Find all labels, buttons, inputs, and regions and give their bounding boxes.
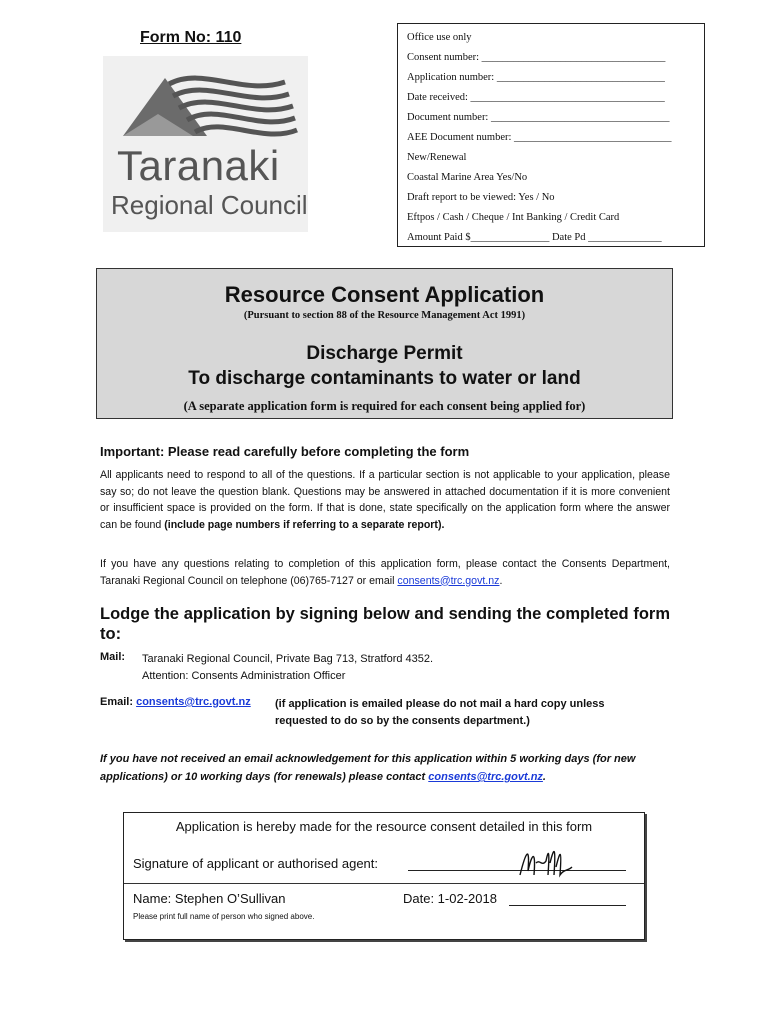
instructions-text: All applicants need to respond to all of the questions. If a particular section is not applicable to your application, please say so; do not leave the question blank. Questions may be answered in attached documentation if it is more convenient or insufficient space is provided on the form. If that is done, state specifically on the application form where the answer can be found <box>100 469 670 531</box>
contact-paragraph <box>100 556 670 589</box>
signature-label: Signature of applicant or authorised agent: <box>133 856 379 871</box>
mail-address-line: Taranaki Regional Council, Private Bag 713, Stratford 4352. <box>142 653 434 665</box>
pursuant-note: (Pursuant to section 88 of the Resource Management Act 1991) <box>243 310 526 321</box>
date-line[interactable] <box>509 905 626 906</box>
acknowledgement-note <box>100 750 675 786</box>
office-line: Amount Paid $_______________ Date Pd ______________ <box>407 232 662 243</box>
print-name-hint: Please print full name of person who signed above. <box>133 912 315 921</box>
office-line: New/Renewal <box>407 152 467 163</box>
acknowledgement-email-link[interactable]: consents@trc.govt.nz <box>428 771 543 783</box>
office-line: Office use only <box>407 32 472 43</box>
permit-purpose: To discharge contaminants to water or land <box>188 368 581 389</box>
contact-text: If you have any questions relating to completion of this application form, please contact the Consents Department, Taranaki Regional Council on telephone (06)765-7127 or email <box>100 558 670 587</box>
email-note: (if application is emailed please do not mail a hard copy unless requested to do so by the consents department.) <box>275 698 605 727</box>
email-link[interactable]: consents@trc.govt.nz <box>136 696 251 708</box>
handwritten-signature <box>516 841 576 883</box>
mail-address <box>142 651 433 685</box>
council-logo <box>103 56 308 232</box>
office-line: Eftpos / Cash / Cheque / Int Banking / Credit Card <box>407 212 620 223</box>
important-heading: Important: Please read carefully before completing the form <box>100 444 470 459</box>
signature-box-divider <box>124 883 644 884</box>
signature-date: Date: 1-02-2018 <box>403 891 497 906</box>
logo-subtitle: Regional Council <box>111 190 308 220</box>
office-line: Coastal Marine Area Yes/No <box>407 172 528 183</box>
separate-form-note: (A separate application form is required for each consent being applied for) <box>183 399 586 413</box>
contact-email-link[interactable]: consents@trc.govt.nz <box>397 574 500 587</box>
applicant-name: Name: Stephen O’Sullivan <box>133 891 286 906</box>
office-line: Date received: _____________________________________ <box>407 92 665 103</box>
email-row <box>100 696 251 708</box>
acknowledgement-end: . <box>542 771 546 783</box>
logo-mountain-icon <box>103 56 308 146</box>
office-line: Draft report to be viewed: Yes / No <box>407 192 555 203</box>
office-line: Consent number: ___________________________________ <box>407 52 666 63</box>
logo-name: Taranaki <box>117 142 280 189</box>
office-line: AEE Document number: ______________________________ <box>407 132 672 143</box>
email-label: Email: <box>100 696 134 708</box>
office-use-box <box>397 23 705 247</box>
instructions-bold-text: (include page numbers if referring to a separate report). <box>164 518 445 531</box>
mail-label: Mail: <box>100 651 126 663</box>
form-title: Resource Consent Application <box>224 282 545 307</box>
mail-attention-line: Attention: Consents Administration Officer <box>142 670 346 682</box>
contact-end: . <box>499 574 503 587</box>
form-number: Form No: 110 <box>140 29 242 46</box>
office-line: Document number: __________________________________ <box>407 112 670 123</box>
lodge-heading: Lodge the application by signing below and sending the completed form to: <box>100 605 670 643</box>
office-line: Application number: ________________________________ <box>407 72 665 83</box>
permit-type: Discharge Permit <box>306 343 463 364</box>
acknowledgement-text: If you have not received an email acknowledgement for this application within 5 working days (for new applications) or 10 working days (for renewals) please contact <box>100 753 636 783</box>
instructions-paragraph <box>100 467 670 533</box>
title-box <box>96 268 673 419</box>
signature-box <box>123 812 645 940</box>
application-statement: Application is hereby made for the resource consent detailed in this form <box>175 819 593 834</box>
